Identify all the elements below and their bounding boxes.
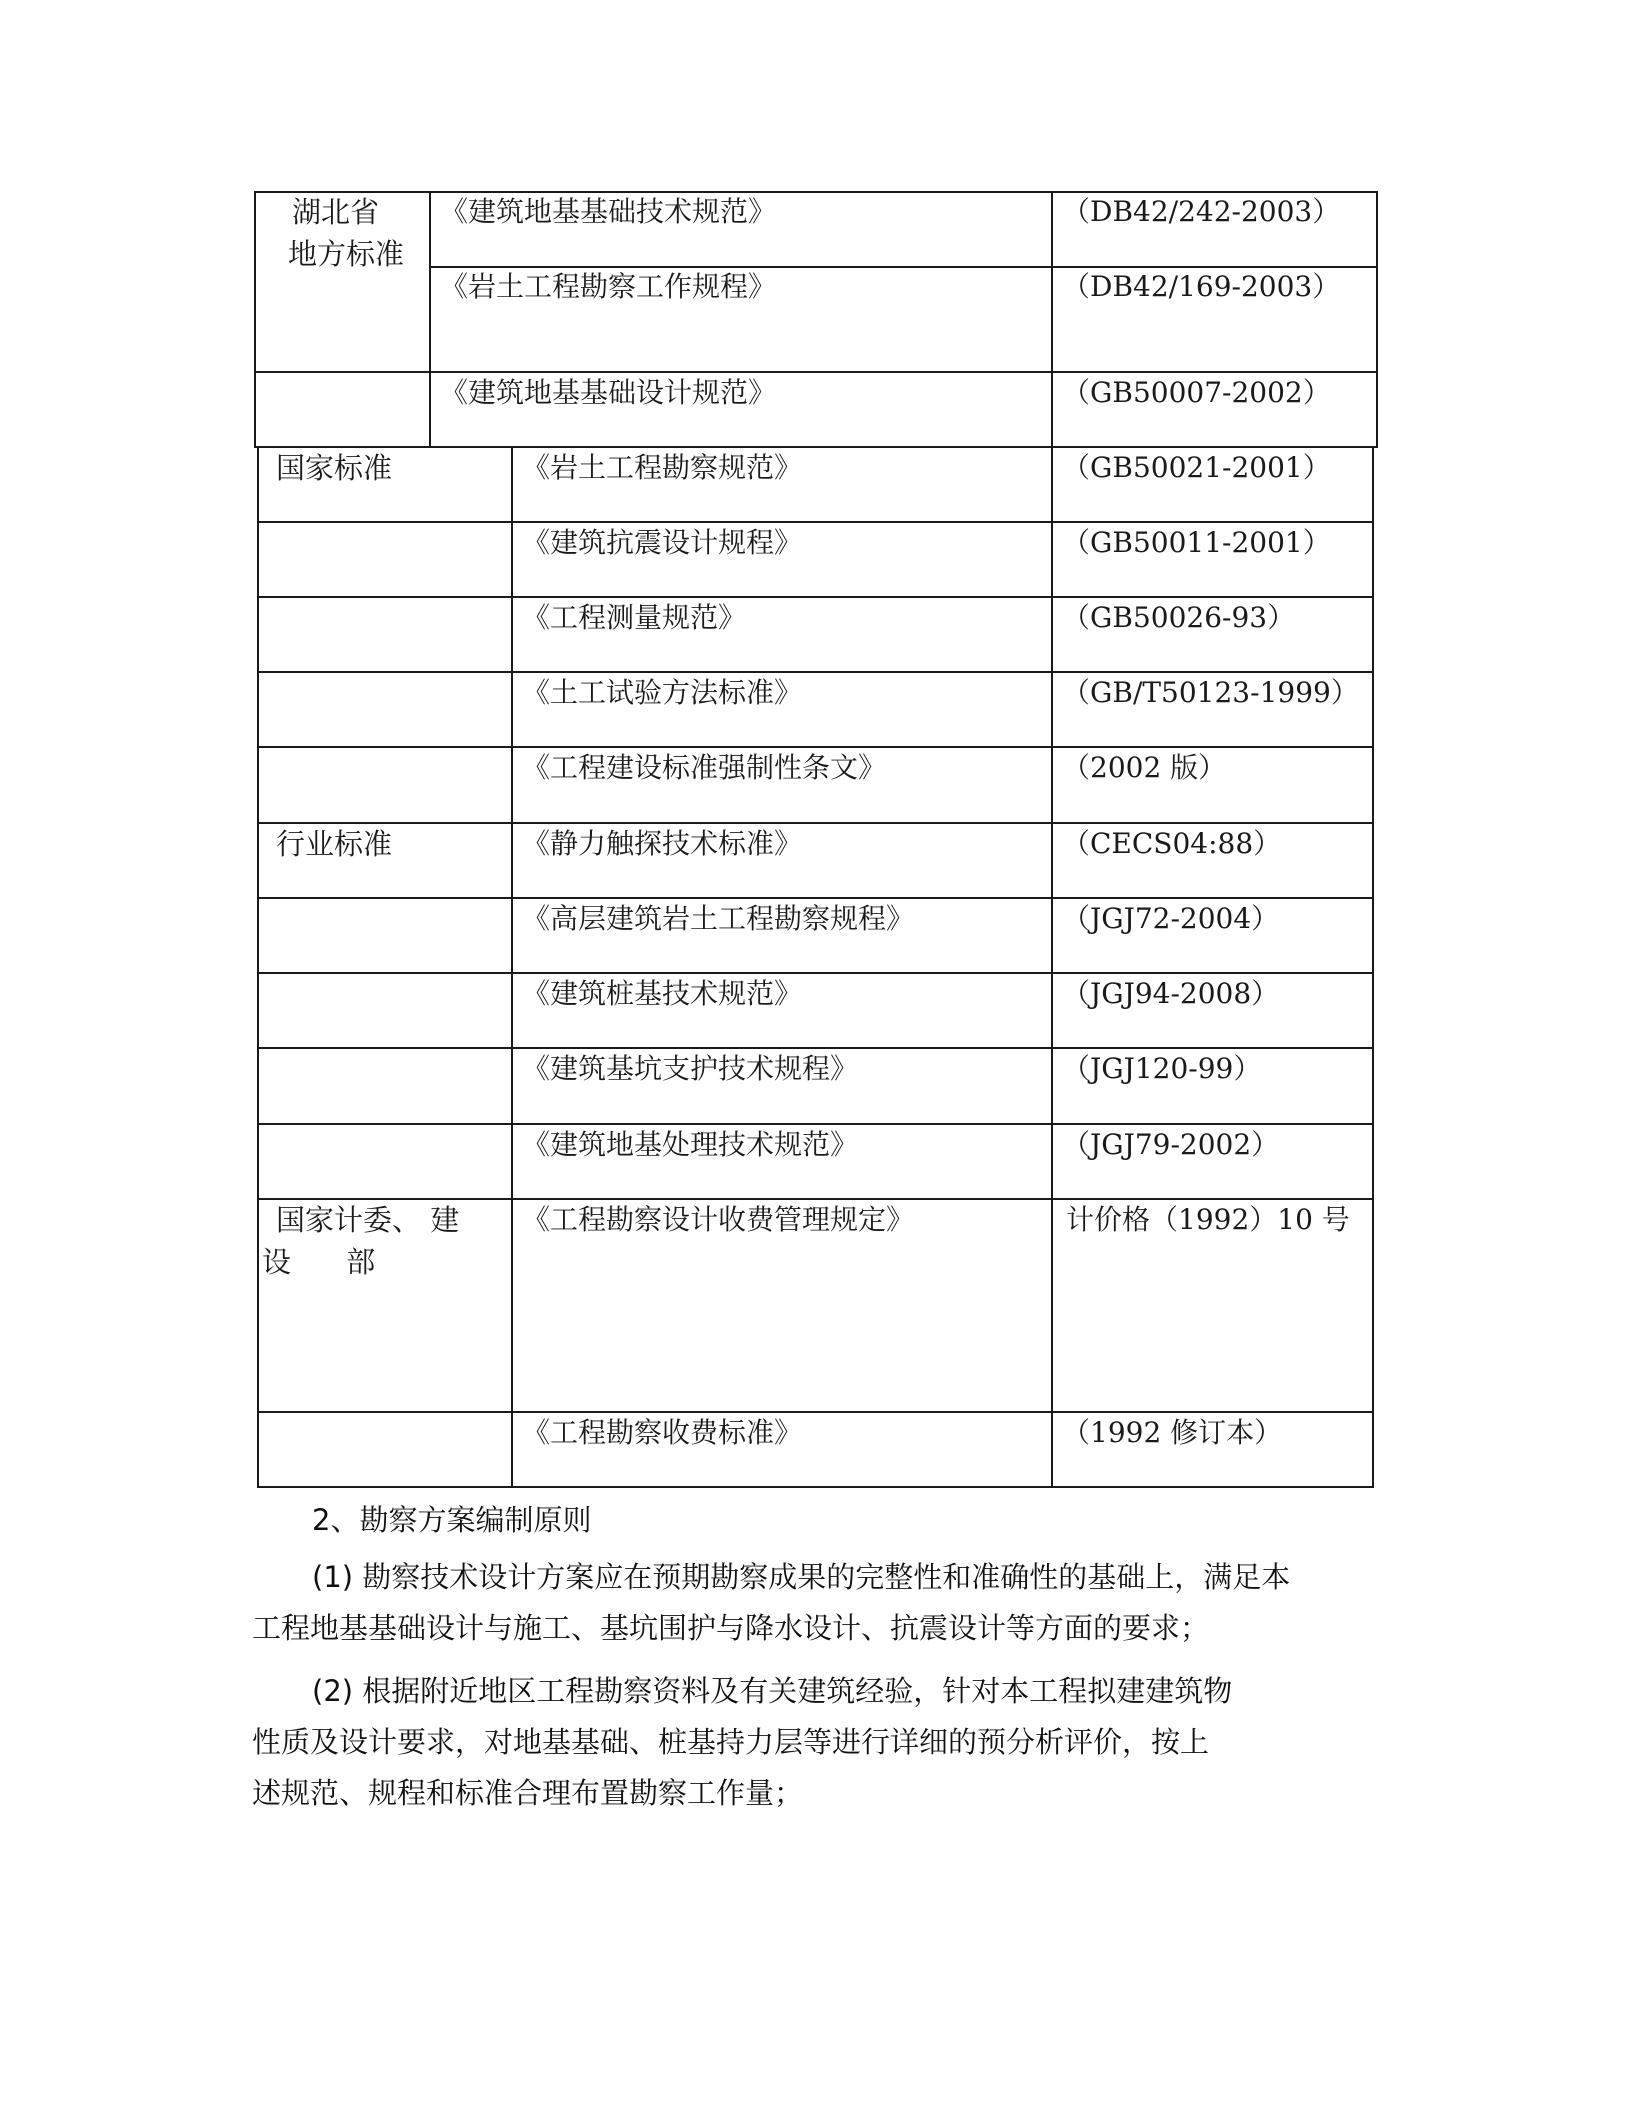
table-divider bbox=[511, 446, 513, 1488]
standard-code: （GB50007-2002） bbox=[1062, 376, 1331, 409]
category-hubei-line1: 湖北省 bbox=[292, 195, 380, 229]
standard-code: （2002 版） bbox=[1062, 751, 1227, 784]
category-planning-line1: 国家计委、 建 bbox=[276, 1203, 460, 1237]
standard-code: （CECS04:88） bbox=[1062, 827, 1282, 860]
standard-name: 《工程勘察收费标准》 bbox=[522, 1416, 803, 1449]
standard-name: 《建筑抗震设计规程》 bbox=[522, 526, 803, 559]
standard-name: 《高层建筑岩土工程勘察规程》 bbox=[522, 902, 915, 935]
category-planning-line2: 设 部 bbox=[262, 1245, 376, 1279]
paragraph-2-line-2: 性质及设计要求，对地基基础、桩基持力层等进行详细的预分析评价，按上 bbox=[252, 1725, 1210, 1759]
standard-code: （JGJ94-2008） bbox=[1062, 977, 1280, 1010]
table-divider bbox=[429, 191, 431, 448]
standard-code: （JGJ79-2002） bbox=[1062, 1128, 1280, 1161]
paragraph-2-line-3: 述规范、规程和标准合理布置勘察工作量； bbox=[252, 1776, 804, 1810]
category-industry: 行业标准 bbox=[276, 827, 393, 861]
standard-code: （JGJ120-99） bbox=[1062, 1052, 1262, 1085]
standard-code: （GB50021-2001） bbox=[1062, 451, 1331, 484]
standard-name: 《岩土工程勘察规范》 bbox=[522, 451, 803, 484]
table-divider bbox=[1051, 191, 1053, 1488]
table-border bbox=[1372, 446, 1374, 1488]
standard-name: 《建筑基坑支护技术规程》 bbox=[522, 1052, 859, 1085]
table-border bbox=[257, 1486, 1374, 1488]
standard-code: （1992 修订本） bbox=[1062, 1416, 1283, 1449]
standard-code: （GB50011-2001） bbox=[1062, 526, 1331, 559]
standard-name: 《建筑地基基础设计规范》 bbox=[440, 376, 777, 409]
category-hubei-line2: 地方标准 bbox=[288, 237, 405, 271]
standard-name: 《岩土工程勘察工作规程》 bbox=[440, 270, 777, 303]
paragraph-2-line-1: (2) 根据附近地区工程勘察资料及有关建筑经验，针对本工程拟建建筑物 bbox=[312, 1674, 1233, 1708]
standard-code: （DB42/242-2003） bbox=[1062, 195, 1341, 228]
standard-name: 《建筑桩基技术规范》 bbox=[522, 977, 803, 1010]
standard-name: 《工程测量规范》 bbox=[522, 601, 747, 634]
standard-name: 《建筑地基处理技术规范》 bbox=[522, 1128, 859, 1161]
table-border bbox=[1376, 191, 1378, 448]
category-national: 国家标准 bbox=[276, 451, 393, 485]
standard-name: 《静力触探技术标准》 bbox=[522, 827, 803, 860]
table-border bbox=[254, 191, 256, 448]
paragraph-1-line-1: (1) 勘察技术设计方案应在预期勘察成果的完整性和准确性的基础上，满足本 bbox=[312, 1560, 1291, 1594]
standard-code: （JGJ72-2004） bbox=[1062, 902, 1280, 935]
standard-name: 《建筑地基基础技术规范》 bbox=[440, 195, 777, 228]
standard-code: （GB50026-93） bbox=[1062, 601, 1296, 634]
standard-code: （DB42/169-2003） bbox=[1062, 270, 1341, 303]
standard-name: 《工程勘察设计收费管理规定》 bbox=[522, 1203, 915, 1236]
standard-code: 计价格（1992）10 号 bbox=[1066, 1203, 1350, 1236]
section-heading: 2、勘察方案编制原则 bbox=[312, 1503, 592, 1537]
standard-name: 《土工试验方法标准》 bbox=[522, 676, 803, 709]
standard-name: 《工程建设标准强制性条文》 bbox=[522, 751, 887, 784]
paragraph-1-line-2: 工程地基基础设计与施工、基坑围护与降水设计、抗震设计等方面的要求； bbox=[252, 1611, 1210, 1645]
standard-code: （GB/T50123-1999） bbox=[1062, 676, 1359, 709]
table-border bbox=[257, 446, 259, 1488]
